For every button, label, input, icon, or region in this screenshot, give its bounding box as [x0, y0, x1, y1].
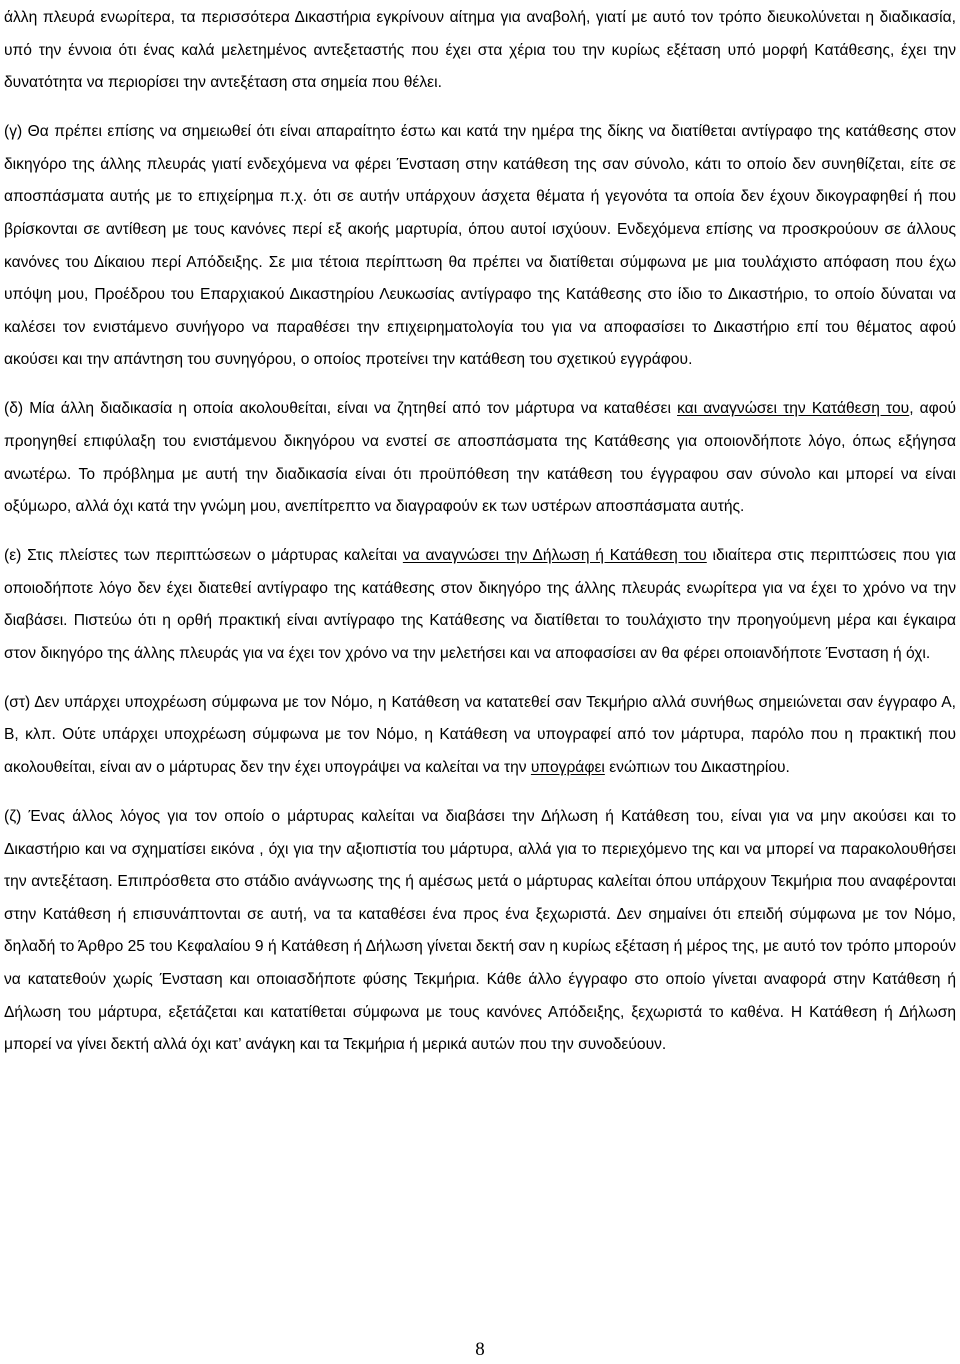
- paragraph-gamma: [4, 116, 956, 377]
- paragraph-stigma: [4, 687, 956, 785]
- text-segment: (γ) Θα πρέπει επίσης να σημειωθεί ότι είναι απαραίτητο έστω και κατά την ημέρα της δίκης να διατίθεται αντίγραφο της κατάθεσης στον δικηγόρο της άλλης πλευράς γιατί ενδεχόμενα να φέρει Ένσταση στην κατάθεση της σαν σύνολο, κάτι το οποίο δεν συνηθίζεται, είτε σε αποσπάσματα αυτής με το επιχείρημα π.χ. ότι σε αυτήν υπάρχουν άσχετα θέματα ή γεγονότα τα οποία δεν έχουν δικογραφηθεί ή που βρίσκονται σε αντίθεση με τους κανόνες περί εξ ακοής μαρτυρία, όπου αυτοί ισχύουν. Ενδεχόμενα επίσης να προσκρούουν σε άλλους κανόνες του Δίκαιου περί Απόδειξης. Σε μια τέτοια περίπτωση θα πρέπει να διατίθεται σύμφωνα με μια τουλάχιστο απόφαση που έχω υπόψη μου, Προέδρου του Επαρχιακού Δικαστηρίου Λευκωσίας αντίγραφο της Κατάθεσης στο ίδιο το Δικαστήριο, το οποίο δύναται να καλέσει τον ενιστάμενο συνήγορο να παραθέσει την επιχειρηματολογία του για να αποφασίσει το Δικαστήριο επί του θέματος αφού ακούσει και την απάντηση του συνηγόρου, ο οποίος προτείνει την κατάθεση του σχετικού εγγράφου.: [4, 123, 956, 369]
- document-body: [4, 2, 956, 1062]
- text-segment: , αφού προηγηθεί επιφύλαξη του ενιστάμενου δικηγόρου να ενστεί σε αποσπάσματα της Κατάθεσης για οποιονδήποτε λόγο, όπως εξήγησα ανωτέρω. Το πρόβλημα με αυτή την διαδικασία είναι ότι προϋπόθεση την κατάθεση του έγγραφου σαν σύνολο και μπορεί να είναι οξύμωρο, αλλά όχι κατά την γνώμη μου, ανεπίτρεπτο να διαγραφούν εκ των υστέρων αποσπάσματα αυτής.: [4, 400, 956, 516]
- page-number: 8: [475, 1339, 485, 1360]
- underlined-phrase: να αναγνώσει την Δήλωση ή Κατάθεση του: [402, 547, 707, 565]
- text-segment: (δ) Μία άλλη διαδικασία η οποία ακολουθείται, είναι να ζητηθεί από τον μάρτυρα να καταθέσει: [4, 400, 678, 418]
- text-segment: ιδιαίτερα στις περιπτώσεις που για οποιοδήποτε λόγο δεν έχει διατεθεί αντίγραφο της κατάθεσης στον δικηγόρο της άλλης πλευράς ενωρίτερα για να έχει το χρόνο να την διαβάσει. Πιστεύω ότι η ορθή πρακτική είναι αντίγραφο της Κατάθεσης να διατίθεται το τουλάχιστο την προηγούμενη μέρα και έγκαιρα στον δικηγόρο της άλλης πλευράς για να έχει τον χρόνο να την μελετήσει και να αποφασίσει αν θα φέρει οποιανδήποτε Ένσταση ή όχι.: [4, 547, 957, 662]
- paragraph-continuation: [4, 2, 956, 100]
- paragraph-zeta: [4, 801, 956, 1062]
- text-segment: ενώπιων του Δικαστηρίου.: [604, 759, 790, 777]
- text-segment: (στ) Δεν υπάρχει υποχρέωση σύμφωνα με τον Νόμο, η Κατάθεση να κατατεθεί σαν Τεκμήριο αλλά συνήθως σημειώνεται σαν έγγραφο Α, Β, κλπ. Ούτε υπάρχει υποχρέωση σύμφωνα με τον Νόμο, η Κατάθεση να υπογραφεί από τον μάρτυρα, παρόλο που η πρακτική που ακολουθείται, είναι αν ο μάρτυρας δεν την έχει υπογράψει να καλείται να την: [4, 693, 956, 777]
- paragraph-epsilon: [4, 540, 956, 670]
- text-segment: άλλη πλευρά ενωρίτερα, τα περισσότερα Δικαστήρια εγκρίνουν αίτημα για αναβολή, γιατί με αυτό τον τρόπο διευκολύνεται η διαδικασία, υπό την έννοια ότι ένας καλά μελετημένος αντεξεταστής που έχει στα χέρια του την κυρίως εξέταση υπό μορφή Κατάθεσης, έχει την δυνατότητα να περιορίσει την αντεξέταση στα σημεία που θέλει.: [4, 9, 956, 92]
- underlined-phrase: και αναγνώσει την Κατάθεση του: [677, 400, 910, 418]
- paragraph-delta: [4, 393, 956, 523]
- underlined-phrase: υπογράφει: [530, 759, 605, 777]
- text-segment: (ε) Στις πλείστες των περιπτώσεων ο μάρτυρας καλείται: [4, 547, 403, 565]
- text-segment: (ζ) Ένας άλλος λόγος για τον οποίο ο μάρτυρας καλείται να διαβάσει την Δήλωση ή Κατάθεση του, είναι για να μην ακούσει και το Δικαστήριο και να σχηματίσει εικόνα , όχι για την αξιοπιστία του μάρτυρα, αλλά για το περιεχόμενο της και να μπορεί να παρακολουθήσει την αντεξέταση. Επιπρόσθετα στο στάδιο ανάγνωσης της ή αμέσως μετά ο μάρτυρας καλείται όπου υπάρχουν Τεκμήρια που αναφέρονται στην Κατάθεση ή επισυνάπτονται σε αυτή, να τα καταθέσει ένα προς ένα ξεχωριστά. Δεν σημαίνει ότι επειδή σύμφωνα με τον Νόμο, δηλαδή το Άρθρο 25 του Κεφαλαίου 9 ή Κατάθεση ή Δήλωση γίνεται δεκτή σαν η κυρίως εξέταση ή μέρος της, με αυτό τον τρόπο μπορούν να κατατεθούν χωρίς Ένσταση και οποιασδήποτε φύσης Τεκμήρια. Κάθε άλλο έγγραφο στο οποίο γίνεται αναφορά στην Κατάθεση ή Δήλωση του μάρτυρα, εξετάζεται και κατατίθεται σύμφωνα με τους κανόνες Απόδειξης, ξεχωριστά το καθένα. Η Κατάθεση ή Δήλωση μπορεί να γίνει δεκτή αλλά όχι κατ’ ανάγκη και τα Τεκμήρια ή μερικά αυτών που την συνοδεύουν.: [4, 808, 956, 1054]
